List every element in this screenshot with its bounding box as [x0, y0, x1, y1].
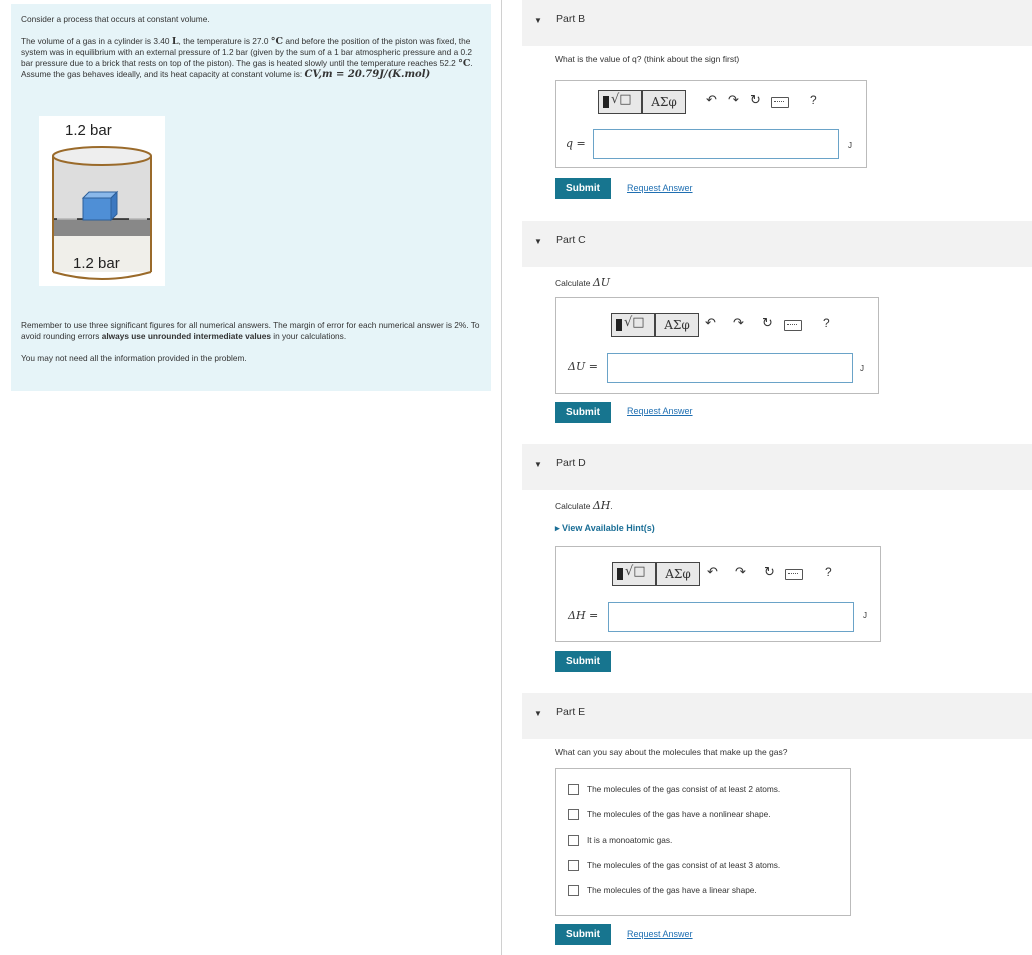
option-checkbox[interactable] — [568, 885, 579, 896]
undo-icon[interactable]: ↶ — [706, 93, 717, 108]
piston-figure — [39, 116, 165, 286]
statement-part: . Assume the gas behaves ideally, and its heat capacity at constant volume is: — [21, 58, 473, 79]
option-label: The molecules of the gas consist of at least 2 atoms. — [587, 784, 781, 794]
option-row[interactable] — [568, 809, 771, 820]
question-text: Calculate — [555, 501, 591, 511]
part-b-title: Part B — [556, 13, 586, 25]
reset-icon[interactable]: ↻ — [764, 565, 775, 580]
problem-notes — [21, 320, 483, 375]
part-d-title: Part D — [556, 457, 586, 469]
reset-icon[interactable]: ↻ — [762, 316, 773, 331]
keyboard-icon[interactable] — [785, 569, 803, 580]
keyboard-icon[interactable] — [771, 97, 789, 108]
part-d-submit-button[interactable]: Submit — [555, 651, 611, 672]
option-label: The molecules of the gas have a nonlinear shape. — [587, 809, 771, 819]
redo-icon[interactable]: ↷ — [735, 565, 746, 580]
part-b-submit-button[interactable]: Submit — [555, 178, 611, 199]
math-toolbar — [611, 313, 871, 337]
part-e-header[interactable] — [522, 693, 1032, 739]
fraction-radical-template-icon[interactable]: √□ — [598, 90, 642, 114]
option-row[interactable] — [568, 885, 757, 896]
question-math: ΔH — [592, 499, 611, 512]
part-c-submit-button[interactable]: Submit — [555, 402, 611, 423]
bottom-pressure-label: 1.2 bar — [73, 255, 120, 272]
part-c-answer-box — [555, 297, 879, 394]
part-e-question: What can you say about the molecules that make up the gas? — [555, 747, 788, 757]
option-label: The molecules of the gas have a linear shape. — [587, 885, 757, 895]
delta-h-label: ΔH = — [568, 609, 599, 622]
fraction-radical-template-icon[interactable]: √□ — [612, 562, 656, 586]
collapse-triangle-icon[interactable]: ▼ — [534, 709, 542, 718]
option-row[interactable] — [568, 860, 780, 871]
undo-icon[interactable]: ↶ — [707, 565, 718, 580]
undo-icon[interactable]: ↶ — [705, 316, 716, 331]
help-button[interactable]: ? — [823, 316, 830, 330]
collapse-triangle-icon[interactable]: ▼ — [534, 16, 542, 25]
help-button[interactable]: ? — [810, 93, 817, 107]
part-b-question: What is the value of q? (think about the sign first) — [555, 54, 740, 64]
question-text: . — [610, 501, 613, 511]
part-d-header[interactable] — [522, 444, 1032, 490]
delta-u-unit: J — [860, 364, 864, 373]
delta-h-unit: J — [863, 611, 867, 620]
collapse-triangle-icon[interactable]: ▼ — [534, 237, 542, 246]
option-row[interactable] — [568, 835, 672, 846]
help-button[interactable]: ? — [825, 565, 832, 579]
part-e-title: Part E — [556, 706, 586, 718]
part-b-request-answer-link[interactable]: Request Answer — [627, 183, 693, 193]
problem-line1: Consider a process that occurs at constant volume. — [21, 14, 210, 24]
statement-part: , the temperature is 27.0 — [178, 36, 269, 46]
delta-u-input[interactable] — [607, 353, 853, 383]
part-b-answer-box — [555, 80, 867, 168]
problem-panel — [11, 4, 491, 391]
note-text: in your calculations. — [270, 331, 347, 341]
note-emphasis: always use unrounded intermediate values — [101, 331, 271, 341]
part-b-header[interactable] — [522, 0, 1032, 46]
top-pressure-label: 1.2 bar — [65, 122, 112, 139]
part-d-answer-box — [555, 546, 881, 642]
question-math: ΔU — [592, 276, 611, 289]
math-toolbar — [612, 562, 872, 586]
unit-celsius: °C — [270, 36, 284, 47]
part-c-header[interactable] — [522, 221, 1032, 267]
problem-statement — [21, 36, 483, 80]
part-e-submit-button[interactable]: Submit — [555, 924, 611, 945]
part-c-request-answer-link[interactable]: Request Answer — [627, 406, 693, 416]
q-unit: J — [848, 141, 852, 150]
keyboard-icon[interactable] — [784, 320, 802, 331]
statement-part: and before the position of the piston was fixed, the system was in equilibrium with an external pressure of 1.2 bar (given by the sum of a 1 bar atmospheric pressure and a 0.2 bar pressure due to a brick that rests on top of the piston). The gas is heated slowly until the temperature reaches 52.2 — [21, 36, 473, 68]
math-toolbar — [598, 90, 858, 114]
part-d-question — [555, 499, 613, 512]
view-hints-link[interactable]: ▸ View Available Hint(s) — [555, 523, 655, 533]
q-input[interactable] — [593, 129, 839, 159]
fraction-radical-template-icon[interactable]: √□ — [611, 313, 655, 337]
option-checkbox[interactable] — [568, 860, 579, 871]
unit-celsius: °C — [458, 58, 471, 69]
brick-icon — [83, 192, 117, 220]
option-row[interactable] — [568, 784, 780, 795]
question-text: Calculate — [555, 278, 591, 288]
delta-h-input[interactable] — [608, 602, 854, 632]
part-c-question — [555, 276, 610, 289]
greek-symbols-button[interactable]: ΑΣφ — [655, 313, 699, 337]
sig-fig-note — [21, 320, 483, 342]
problem-intro — [21, 14, 483, 91]
note-text: Remember to use three significant figures for all numerical answers. The margin of error for each numerical answer is 2%. To avoid rounding errors — [21, 320, 480, 341]
greek-symbols-button[interactable]: ΑΣφ — [642, 90, 686, 114]
statement-part: The volume of a gas in a cylinder is 3.40 — [21, 36, 170, 46]
option-checkbox[interactable] — [568, 809, 579, 820]
greek-symbols-button[interactable]: ΑΣφ — [656, 562, 700, 586]
column-divider — [501, 0, 502, 955]
q-label: q = — [566, 137, 586, 150]
option-label: The molecules of the gas consist of at least 3 atoms. — [587, 860, 781, 870]
collapse-triangle-icon[interactable]: ▼ — [534, 460, 542, 469]
redo-icon[interactable]: ↷ — [733, 316, 744, 331]
part-e-request-answer-link[interactable]: Request Answer — [627, 929, 693, 939]
option-checkbox[interactable] — [568, 835, 579, 846]
heat-capacity-formula: CV,m = 20.79J/(K.mol) — [304, 69, 431, 80]
info-note: You may not need all the information provided in the problem. — [21, 353, 247, 363]
option-label: It is a monoatomic gas. — [587, 835, 673, 845]
unit-liter: L — [171, 36, 179, 47]
part-c-title: Part C — [556, 234, 586, 246]
delta-u-label: ΔU = — [568, 360, 598, 373]
reset-icon[interactable]: ↻ — [750, 93, 761, 108]
option-checkbox[interactable] — [568, 784, 579, 795]
redo-icon[interactable]: ↷ — [728, 93, 739, 108]
